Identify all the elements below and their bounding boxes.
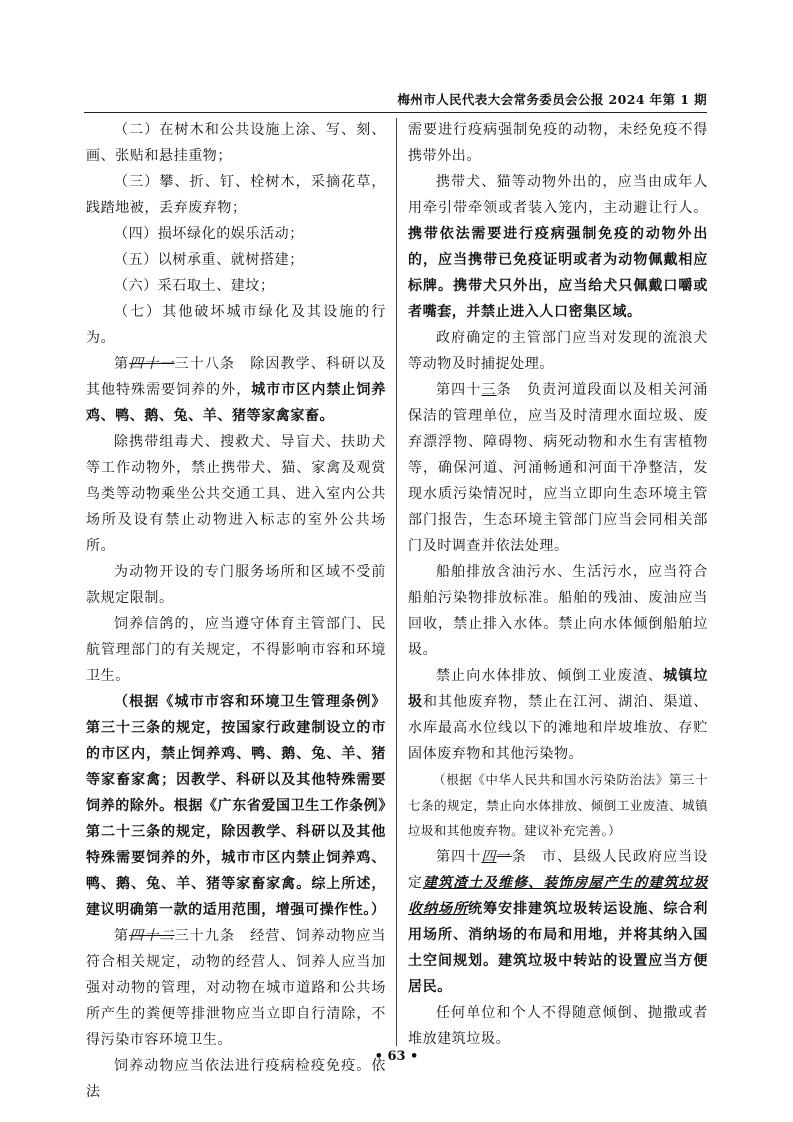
page-header xyxy=(84,86,707,113)
ship-pollution-paragraph: 船舶排放含油污水、生活污水，应当符合船舶污染物排放标准。船舶的残油、废油应当回收，禁止排入水体。禁止向水体倾倒船舶垃圾。 xyxy=(408,564,708,658)
pets-paragraph xyxy=(408,169,708,325)
article-43-text: 负责河道段面以及相关河涌保洁的管理单位，应当及时清理水面垃圾、废弃漂浮物、障碍物、病死动物和水生有害植物等，确保河道、河涌畅通和河面干净整洁，发现水质污染情况时，应当立即向生态环境主管部门报告，生态环境主管部门应当会同相关部门及时调查并依法处理。 xyxy=(408,382,708,554)
article-44-old-number: 一 xyxy=(496,848,512,865)
article-44-suffix: 条 xyxy=(511,848,527,865)
article-38-prefix: 第 xyxy=(114,356,130,372)
article-43-number: 三 xyxy=(481,382,497,398)
article-44-new-number: 四 xyxy=(481,848,497,865)
water-pollution-paragraph xyxy=(408,663,708,767)
article-43-suffix: 条 xyxy=(496,382,512,398)
clause-item-6: （六）采石取土、建坟； xyxy=(114,278,275,294)
article-44-para-2: 任何单位和个人不得随意倾倒、抛撒或者堆放建筑垃圾。 xyxy=(408,1004,708,1047)
page-number: • 63 • xyxy=(374,1049,419,1064)
left-column xyxy=(86,117,386,1105)
right-column xyxy=(408,117,708,1052)
clause-item-7: （七）其他破坏城市绿化及其设施的行为。 xyxy=(86,304,386,346)
clause-item-3: （三）攀、折、钉、栓树木，采摘花草，践踏地被，丢弃废弃物； xyxy=(86,174,386,216)
article-39-new-number: 三十九条 xyxy=(174,928,236,944)
article-43-prefix: 第四十 xyxy=(436,382,482,398)
article-38-para-4: 饲养信鸽的，应当遵守体育主管部门、民航管理部门的有关规定，不得影响市容和环境卫生。 xyxy=(86,616,386,684)
continued-text: 需要进行疫病强制免疫的动物，未经免疫不得携带外出。 xyxy=(408,122,708,164)
article-38 xyxy=(86,351,386,429)
article-44-text: 市、县级人民政府应当设定 xyxy=(408,848,708,891)
article-44-bold-text: 统筹安排建筑垃圾转运设施、综合利用场所、消纳场的布局和用地，并将其纳入国土空间规划。建筑垃圾中转站的设置应当方便居民。 xyxy=(408,900,708,995)
pets-text-a: 携带犬、猫等动物外出的，应当由成年人用牵引带牵领或者装入笼内，主动避让行人。 xyxy=(408,174,708,216)
water-text-bold: 城镇垃圾 xyxy=(408,668,708,710)
article-39-para-2: 饲养动物应当依法进行疫病检疫免疫。依法 xyxy=(86,1058,386,1100)
article-39-text: 经营、饲养动物应当符合相关规定，动物的经营人、饲养人应当加强对动物的管理，对动物在城市道路和公共场所产生的粪便等排泄物应当立即自行清除，不得污染市容环境卫生。 xyxy=(86,928,386,1048)
water-text-a: 禁止向水体排放、倾倒工业废渣、 xyxy=(436,668,664,684)
article-38-para-2: 除携带组毒犬、搜救犬、导盲犬、扶助犬等工作动物外，禁止携带犬、猫、家禽及观赏鸟类等动物乘坐公共交通工具、进入室内公共场所及设有禁止动物进入标志的室外公共场所。 xyxy=(86,434,386,554)
article-39-old-number: 四十二 xyxy=(129,928,175,944)
water-note: （根据《中华人民共和国水污染防治法》第三十七条的规定，禁止向水体排放、倾倒工业废渣、城镇垃圾和其他废弃物。建议补充完善。） xyxy=(408,772,708,838)
clause-item-5: （五）以树承重、就树搭建； xyxy=(114,252,304,268)
article-44 xyxy=(408,844,708,1000)
pets-text-bold: 携带依法需要进行疫病强制免疫的动物外出的，应当携带已免疫证明或者为动物佩戴相应标牌。携带犬只外出，应当给犬只佩戴口嚼或者嘴套，并禁止进入人口密集区域。 xyxy=(408,226,708,320)
article-44-prefix: 第四十 xyxy=(436,848,482,865)
article-38-para-3: 为动物开设的专门服务场所和区域不受前款规定限制。 xyxy=(86,564,386,606)
article-38-bold-text: 城市市区内禁止饲养鸡、鸭、鹅、兔、羊、猪等家禽家畜。 xyxy=(86,382,386,424)
article-39 xyxy=(86,923,386,1053)
article-38-old-number: 四十一 xyxy=(129,356,175,372)
clause-item-2: （二）在树木和公共设施上涂、写、刻、画、张贴和悬挂重物； xyxy=(86,122,386,164)
water-text-b: 和其他废弃物，禁止在江河、湖泊、渠道、水库最高水位线以下的滩地和岸坡堆放、存贮固体废弃物和其他污染物。 xyxy=(408,694,708,762)
article-38-note: （根据《城市市容和环境卫生管理条例》第三十三条的规定，按国家行政建制设立的市的市区内，禁止饲养鸡、鸭、鹅、兔、羊、猪等家畜家禽；因教学、科研以及其他特殊需要饲养的除外。根据《广东省爱国卫生工作条例》第二十三条的规定，除因教学、科研以及其他特殊需要饲养的外，城市市区内禁止饲养鸡、鸭、鹅、兔、羊、猪等家畜家禽。综上所述，建议明确第一款的适用范围，增强可操作性。） xyxy=(86,694,386,918)
article-44-underlined-text: 建筑渣土及维修、装饰房屋产生的建筑垃圾收纳场所 xyxy=(408,874,708,917)
column-divider xyxy=(396,118,397,1046)
publication-title: 梅州市人民代表大会常务委员会公报 2024 年第 1 期 xyxy=(397,92,707,107)
article-38-text: 除因教学、科研以及其他特殊需要饲养的外， xyxy=(86,356,386,398)
stray-dogs-paragraph: 政府确定的主管部门应当对发现的流浪犬等动物及时捕捉处理。 xyxy=(408,330,708,372)
clause-item-4: （四）损坏绿化的娱乐活动； xyxy=(114,226,304,242)
article-38-new-number: 三十八条 xyxy=(174,356,236,372)
article-43 xyxy=(408,377,708,559)
article-39-prefix: 第 xyxy=(114,928,130,944)
